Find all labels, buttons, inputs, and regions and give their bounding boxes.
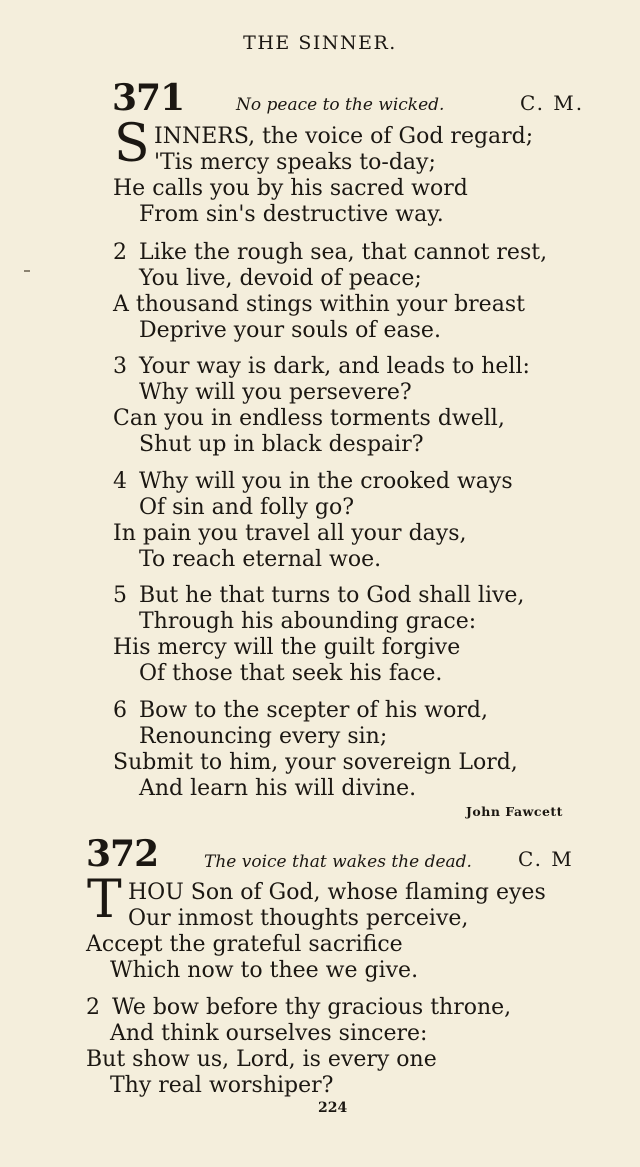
verse-first-line	[113, 583, 524, 609]
verse-line: To reach eternal woe.	[139, 547, 382, 572]
verse-number: 2	[86, 995, 100, 1020]
verse-line: Accept the grateful sacrifice	[86, 932, 403, 957]
verse-first-line	[113, 698, 488, 724]
verse-first-line	[86, 995, 511, 1021]
verse-line: Why will you in the crooked ways	[139, 469, 513, 494]
verse-line: Can you in endless torments dwell,	[113, 406, 505, 431]
verse-number: 5	[113, 583, 127, 608]
verse-line: Bow to the scepter of his word,	[139, 698, 488, 723]
verse-number: 4	[113, 469, 127, 494]
verse-line: Submit to him, your sovereign Lord,	[113, 750, 518, 775]
verse-number: 6	[113, 698, 127, 723]
hymn-author: John Fawcett	[466, 804, 563, 819]
verse-line: Renouncing every sin;	[139, 724, 388, 749]
verse-line: Shut up in black despair?	[139, 432, 424, 457]
verse-line: And learn his will divine.	[139, 776, 417, 801]
verse-line: And think ourselves sincere:	[110, 1021, 428, 1046]
hymn-meter: C. M	[518, 847, 574, 871]
verse-line: He calls you by his sacred word	[113, 176, 468, 201]
drop-cap: T	[87, 870, 122, 930]
paper-speck	[24, 270, 30, 272]
hymn-title: No peace to the wicked.	[236, 95, 445, 115]
verse-first-line	[113, 469, 513, 495]
verse-line: 'Tis mercy speaks to-day;	[154, 150, 436, 175]
verse-line: His mercy will the guilt forgive	[113, 635, 461, 660]
verse-line: But he that turns to God shall live,	[139, 583, 525, 608]
verse-line: You live, devoid of peace;	[139, 266, 422, 291]
verse-line: Through his abounding grace:	[139, 609, 477, 634]
hymn-title: The voice that wakes the dead.	[204, 852, 472, 872]
verse-line: We bow before thy gracious throne,	[112, 995, 512, 1020]
verse-line: Why will you persevere?	[139, 380, 412, 405]
verse-line: HOU Son of God, whose flaming eyes	[128, 880, 546, 905]
verse-line: From sin's destructive way.	[139, 202, 444, 227]
verse-line: Of those that seek his face.	[139, 661, 443, 686]
verse-line: But show us, Lord, is every one	[86, 1047, 437, 1072]
verse-line: Deprive your souls of ease.	[139, 318, 441, 343]
verse-line: Thy real worshiper?	[110, 1073, 334, 1098]
hymn-number: 372	[86, 833, 159, 875]
verse-line: Which now to thee we give.	[110, 958, 419, 983]
verse-line: Our inmost thoughts perceive,	[128, 906, 469, 931]
drop-cap: S	[114, 114, 150, 174]
running-head: THE SINNER.	[243, 32, 397, 54]
verse-line: Your way is dark, and leads to hell:	[139, 354, 530, 379]
page-number: 224	[318, 1100, 348, 1116]
hymn-meter: C. M.	[520, 91, 585, 115]
verse-first-line	[113, 354, 530, 380]
verse-first-line	[113, 240, 547, 266]
verse-number: 2	[113, 240, 127, 265]
verse-line: A thousand stings within your breast	[113, 292, 525, 317]
verse-line: Of sin and folly go?	[139, 495, 355, 520]
verse-line: Like the rough sea, that cannot rest,	[139, 240, 548, 265]
verse-line: INNERS, the voice of God regard;	[154, 124, 534, 149]
verse-number: 3	[113, 354, 127, 379]
hymn-number: 371	[112, 77, 185, 119]
verse-line: In pain you travel all your days,	[113, 521, 467, 546]
